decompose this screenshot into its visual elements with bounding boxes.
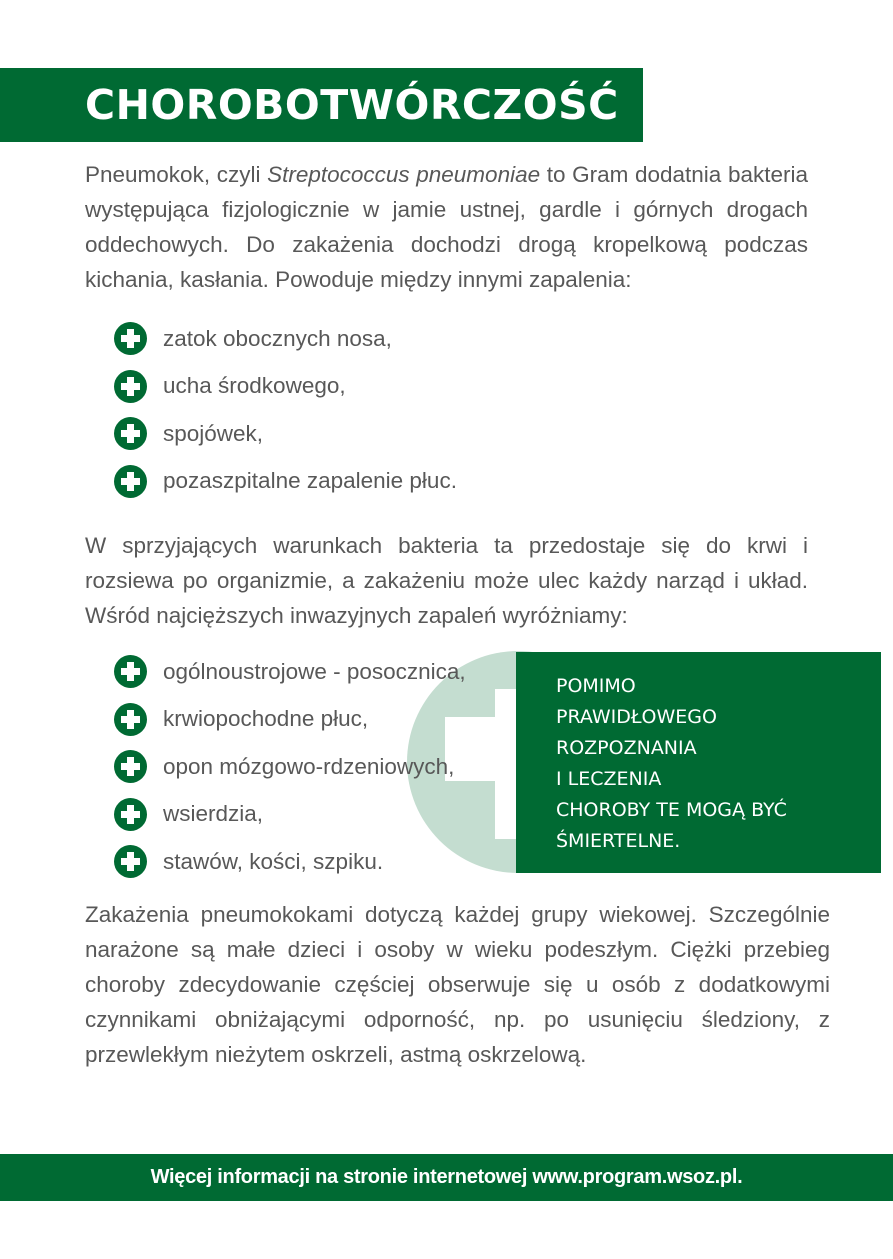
plus-icon [114,798,147,831]
plus-icon [114,845,147,878]
list-item [114,315,457,363]
plus-icon [114,370,147,403]
list-item-text: stawów, kości, szpiku. [163,848,384,874]
list-item-text: pozaszpitalne zapalenie płuc. [163,468,457,494]
footer-banner [0,1154,893,1201]
infection-list [114,315,457,505]
website-link[interactable]: www.program.wsoz.pl [532,1166,738,1188]
list-item-text: opon mózgowo-rdzeniowych, [163,753,455,779]
invasive-paragraph: W sprzyjających warunkach bakteria ta przedostaje się do krwi i rozsiewa po organizmie, a zakażeniu może ulec każdy narząd i układ. Wśród najcięższych inwazyjnych zapaleń wyróżniamy: [85,533,808,628]
list-item-text: spojówek, [163,420,264,446]
callout-text: POMIMO PRAWIDŁOWEGO ROZPOZNANIA I LECZENIA CHOROBY TE MOGĄ BYĆ ŚMIERTELNE. [556,675,787,852]
page-title: CHOROBOTWÓRCZOŚĆ [85,81,619,129]
list-item-text: ucha środkowego, [163,373,346,399]
list-item [114,410,457,458]
species-name: Streptococcus pneumoniae [267,162,541,187]
list-item [114,648,466,696]
intro-text-end: to Gram dodatnia bakteria występująca fizjologicznie w jamie ustnej, gardle i górnych drogach oddechowych. Do zakażenia dochodzi drogą kropelkową podczas kichania, kasłania. Powoduje między innymi zapalenia: [85,162,808,292]
list-item [114,791,466,839]
plus-icon [114,655,147,688]
list-item-text: zatok obocznych nosa, [163,325,392,351]
intro-paragraph [85,157,808,297]
list-item-text: ogólnoustrojowe - posocznica, [163,658,466,684]
footer-suffix: . [737,1166,743,1188]
plus-icon [114,750,147,783]
list-item [114,838,466,886]
warning-callout [516,652,881,873]
invasive-list [114,648,466,886]
list-item-text: wsierdzia, [163,801,264,827]
footer-text: Więcej informacji na stronie internetowej [150,1166,533,1188]
title-banner [0,68,643,142]
list-item-text: krwiopochodne płuc, [163,706,369,732]
risk-groups-paragraph: Zakażenia pneumokokami dotyczą każdej grupy wiekowej. Szczególnie narażone są małe dzieci i osoby w wieku podeszłym. Ciężki przebieg choroby zdecydowanie częściej obserwuje się u osób z dodatkowymi czynnikami obniżającymi odporność, np. po usunięciu śledziony, z przewlekłym nieżytem oskrzeli, astmą oskrzelową. [85,902,830,1067]
intro-text-start: Pneumokok, czyli [85,162,268,187]
list-item [114,458,457,506]
plus-icon [114,465,147,498]
plus-icon [114,322,147,355]
plus-icon [114,703,147,736]
plus-icon [114,417,147,450]
list-item [114,696,466,744]
list-item [114,363,457,411]
list-item [114,743,466,791]
